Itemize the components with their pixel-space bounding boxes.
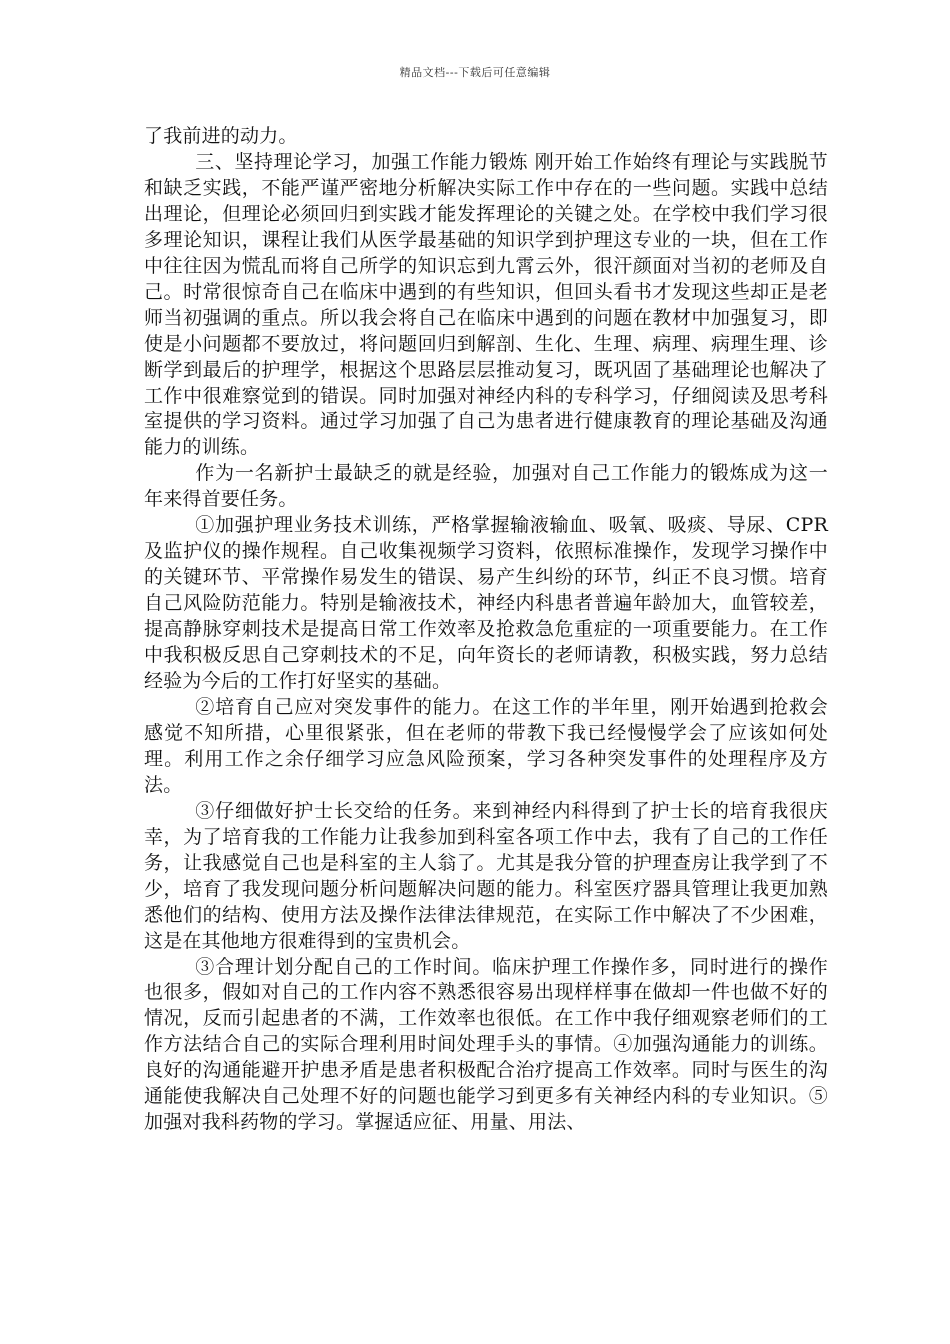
- paragraph-continuation: 了我前进的动力。: [144, 125, 298, 147]
- paragraph-experience: 作为一名新护士最缺乏的就是经验，加强对自己工作能力的锻炼成为这一年来得首要任务。: [144, 462, 828, 511]
- body-text: [144, 124, 828, 1136]
- paragraph-section-three: 三、坚持理论学习，加强工作能力锻炼 刚开始工作始终有理论与实践脱节和缺乏实践，不能严谨严密地分析解决实际工作中存在的一些问题。实践中总结出理论，但理论必须回归到实践才能发挥理论的关键之处。在学校中我们学习很多理论知识，课程让我们从医学最基础的知识学到护理这专业的一块，但在工作中往往因为慌乱而将自己所学的知识忘到九霄云外，很汗颜面对当初的老师及自己。时常很惊奇自己在临床中遇到的有些知识，但回头看书才发现这些却正是老师当初强调的重点。所以我会将自己在临床中遇到的问题在教材中加强复习，即使是小问题都不要放过，将问题回归到解剖、生化、生理、病理、病理生理、诊断学到最后的护理学，根据这个思路层层推动复习，既巩固了基础理论也解决了工作中很难察觉到的错误。同时加强对神经内科的专科学习，仔细阅读及思考科室提供的学习资料。通过学习加强了自己为患者进行健康教育的理论基础及沟通能力的训练。: [144, 150, 828, 459]
- paragraph-item-2: ②培育自己应对突发事件的能力。在这工作的半年里，刚开始遇到抢救会感觉不知所措，心里很紧张，但在老师的带教下我已经慢慢学会了应该如何处理。利用工作之余仔细学习应急风险预案，学习各种突发事件的处理程序及方法。: [144, 695, 828, 796]
- page-header: 精品文档---下载后可任意编辑: [399, 66, 551, 79]
- paragraph-item-3b: ③合理计划分配自己的工作时间。临床护理工作操作多，同时进行的操作也很多，假如对自己的工作内容不熟悉很容易出现样样事在做却一件也做不好的情况，反而引起患者的不满，工作效率也很低。在工作中我仔细观察老师们的工作方法结合自己的实际合理利用时间处理手头的事情。④加强沟通能力的训练。良好的沟通能避开护患矛盾是患者积极配合治疗提高工作效率。同时与医生的沟通能使我解决自己处理不好的问题也能学习到更多有关神经内科的专业知识。⑤加强对我科药物的学习。掌握适应征、用量、用法、: [144, 955, 828, 1134]
- paragraph-item-3: ③仔细做好护士长交给的任务。来到神经内科得到了护士长的培育我很庆幸，为了培育我的工作能力让我参加到科室各项工作中去，我有了自己的工作任务，让我感觉自己也是科室的主人翁了。尤其是我分管的护理查房让我学到了不少，培育了我发现问题分析问题解决问题的能力。科室医疗器具管理让我更加熟悉他们的结构、使用方法及操作法律法律规范，在实际工作中解决了不少困难，这是在其他地方很难得到的宝贵机会。: [144, 799, 828, 952]
- paragraph-item-1: ①加强护理业务技术训练，严格掌握输液输血、吸氧、吸痰、导尿、CPR及监护仪的操作规程。自己收集视频学习资料，依照标准操作，发现学习操作中的关键环节、平常操作易发生的错误、易产生纠纷的环节，纠正不良习惯。培育自己风险防范能力。特别是输液技术，神经内科患者普遍年龄加大，血管较差，提高静脉穿刺技术是提高日常工作效率及抢救急危重症的一项重要能力。在工作中我积极反思自己穿刺技术的不足，向年资长的老师请教，积极实践，努力总结经验为今后的工作打好坚实的基础。: [144, 514, 828, 693]
